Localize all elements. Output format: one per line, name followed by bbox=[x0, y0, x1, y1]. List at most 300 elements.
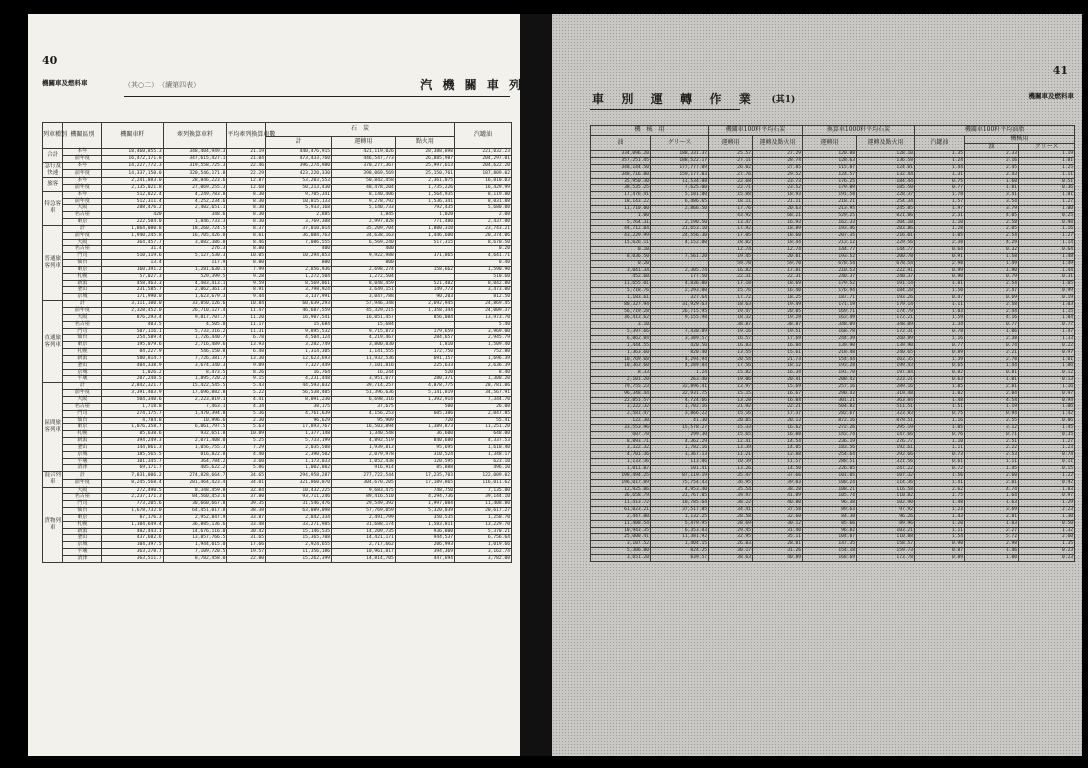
cell-per1000-running: 218.48 bbox=[803, 349, 857, 356]
cell-grease: 2,190.50 bbox=[651, 219, 709, 226]
left-table-body bbox=[43, 149, 512, 563]
cell-per1000-firing: 222.91 bbox=[857, 267, 915, 274]
cell-per100-running: 59.70 bbox=[709, 260, 753, 267]
cell-per100-running: 28.58 bbox=[709, 513, 753, 520]
cell-coal-total: 396,274,980 bbox=[266, 162, 332, 170]
cell-oil: 8.33 bbox=[591, 370, 651, 377]
cell-oil: 348,144.50 bbox=[591, 164, 651, 171]
cell-per100-running: 15.33 bbox=[709, 424, 753, 431]
cell-grease: 41.30 bbox=[651, 418, 709, 425]
table-row bbox=[591, 205, 1075, 212]
cell-coal-total: 15,262,399 bbox=[266, 555, 332, 562]
cell-oil: 3,162.74 bbox=[455, 549, 512, 556]
cell-oil: 6,756.64 bbox=[455, 535, 512, 542]
table-row bbox=[591, 247, 1075, 254]
cell-coal-firing: 1,810 bbox=[395, 342, 454, 349]
table-row bbox=[591, 335, 1075, 342]
table-row bbox=[591, 472, 1075, 479]
cell-avg: 9.28 bbox=[227, 273, 266, 280]
cell-per1000-firing: 96.26 bbox=[857, 513, 915, 520]
cell-per1000-running: 144.77 bbox=[803, 247, 857, 254]
cell-per1000-running: 191.58 bbox=[803, 192, 857, 199]
cell-per1000-running: 678.54 bbox=[803, 260, 857, 267]
cell-per1000-firing: 174.79 bbox=[857, 308, 915, 315]
cell-avg-oil: 1.81 bbox=[965, 185, 1019, 192]
cell-coal-firing: 179,659 bbox=[395, 328, 454, 335]
cell-avg-boiler-oil: 1.43 bbox=[915, 513, 965, 520]
cell-per100-running: 17.18 bbox=[709, 281, 753, 288]
cell-avg-grease: 0.22 bbox=[1019, 342, 1075, 349]
table-row bbox=[591, 294, 1075, 301]
cell-grease: 1.24 bbox=[651, 370, 709, 377]
cell-avg-boiler-oil: 1.78 bbox=[915, 192, 965, 199]
cell-oil: 4,641.71 bbox=[455, 253, 512, 260]
cell-per100-running: 27.76 bbox=[709, 171, 753, 178]
cell-coal-firing: 26,885,987 bbox=[395, 155, 454, 162]
cell-per100-running: 43.92 bbox=[709, 212, 753, 219]
row-label: 平壤 bbox=[63, 458, 102, 465]
cell-per1000-running: 254.64 bbox=[803, 452, 857, 459]
cell-grease: 7,561.20 bbox=[651, 253, 709, 260]
row-label: 京城 bbox=[63, 542, 102, 549]
cell-km: 437,682.6 bbox=[102, 535, 163, 542]
cell-per100-running: 21.92 bbox=[709, 404, 753, 411]
cell-per1000-running: 105.74 bbox=[803, 493, 857, 500]
header-average: 平均牽列換算車數 bbox=[227, 123, 266, 149]
table-row bbox=[591, 370, 1075, 377]
cell-train-km: 529,399.5 bbox=[163, 273, 227, 280]
cell-per100-running: 16.82 bbox=[709, 267, 753, 274]
cell-oil: 2,447.00 bbox=[591, 513, 651, 520]
table-row bbox=[43, 417, 512, 424]
cell-coal-running: 304,670,205 bbox=[332, 479, 396, 487]
header-per100-running: 運轉用 bbox=[709, 136, 753, 151]
header-oil: 油 bbox=[591, 136, 651, 151]
cell-avg-boiler-oil: 2.98 bbox=[915, 260, 965, 267]
cell-per1000-running: 288.51 bbox=[803, 459, 857, 466]
cell-coal-firing: 521,402 bbox=[395, 280, 454, 287]
cell-oil: 44,712.04 bbox=[591, 226, 651, 233]
cell-per100-firing: 22.31 bbox=[753, 274, 803, 281]
cell-per1000-running: 85.66 bbox=[803, 520, 857, 527]
table-row bbox=[43, 266, 512, 273]
cell-per1000-running: 193.46 bbox=[803, 226, 857, 233]
cell-per1000-running: 139.90 bbox=[803, 342, 857, 349]
cell-grease: 7,625.00 bbox=[651, 185, 709, 192]
section-name: 直通旅客列車 bbox=[43, 301, 63, 383]
cell-per100-firing: 16.34 bbox=[753, 370, 803, 377]
locomotive-train-table bbox=[42, 122, 512, 563]
cell-grease: 1,367.13 bbox=[651, 452, 709, 459]
cell-coal-firing: 85,888 bbox=[395, 465, 454, 472]
table-row bbox=[43, 170, 512, 178]
cell-avg-oil: 2.53 bbox=[965, 452, 1019, 459]
cell-oil: 510.60 bbox=[455, 273, 512, 280]
row-label: 仙台 bbox=[63, 417, 102, 424]
cell-train-km: 10,996.6 bbox=[163, 417, 227, 424]
cell-per100-running: 17.92 bbox=[709, 226, 753, 233]
cell-coal-firing: 90,203 bbox=[395, 294, 454, 301]
table-row bbox=[591, 274, 1075, 281]
cell-grease: 1,782.16 bbox=[651, 404, 709, 411]
cell-per1000-firing: 191.14 bbox=[857, 281, 915, 288]
cell-avg-grease: 1.29 bbox=[1019, 500, 1075, 507]
cell-coal-total: 2,885 bbox=[266, 212, 332, 219]
cell-coal-firing: 225,633 bbox=[395, 362, 454, 369]
cell-per100-running: 35.54 bbox=[709, 486, 753, 493]
cell-oil: 16,429.99 bbox=[455, 184, 512, 191]
cell-coal-total: 15,146,535 bbox=[266, 528, 332, 535]
cell-per1000-running: 240.37 bbox=[803, 274, 857, 281]
cell-avg-grease: 0.31 bbox=[1019, 274, 1075, 281]
cell-avg-oil: 5.72 bbox=[965, 534, 1019, 541]
cell-coal-firing: 1,020 bbox=[395, 212, 454, 219]
table-row bbox=[591, 363, 1075, 370]
cell-oil: 3,107.52 bbox=[591, 541, 651, 548]
cell-oil: 3,322.32 bbox=[591, 445, 651, 452]
row-label: 前年度 bbox=[63, 170, 102, 178]
cell-coal-running: 800 bbox=[332, 260, 396, 267]
cell-train-km: 6,061,797.5 bbox=[163, 424, 227, 431]
cell-per1000-running: 187.71 bbox=[803, 294, 857, 301]
header-locomotive-km: 機關車粁 bbox=[102, 123, 163, 149]
cell-train-km: 1,944,015.0 bbox=[163, 542, 227, 549]
cell-avg-oil: 0.32 bbox=[965, 247, 1019, 254]
cell-km: 31.4 bbox=[102, 246, 163, 253]
cell-per100-running: 15.65 bbox=[709, 431, 753, 438]
cell-coal-running: 6,698,316 bbox=[332, 396, 396, 403]
cell-oil: 122,009.02 bbox=[455, 472, 512, 480]
cell-coal-firing: 280,371 bbox=[395, 376, 454, 383]
cell-coal-firing: 517,315 bbox=[395, 239, 454, 246]
table-row bbox=[43, 253, 512, 260]
cell-avg-boiler-oil: 1.51 bbox=[915, 404, 965, 411]
cell-avg: 33.48 bbox=[227, 521, 266, 528]
cell-per100-running: 22.71 bbox=[709, 185, 753, 192]
table-row bbox=[43, 294, 512, 301]
cell-avg-boiler-oil: 0.72 bbox=[915, 466, 965, 473]
cell-per100-firing: 41.89 bbox=[753, 493, 803, 500]
table-row bbox=[43, 191, 512, 198]
cell-avg-oil: 0.81 bbox=[965, 370, 1019, 377]
cell-coal-running: 37,675 bbox=[332, 403, 396, 410]
table-row bbox=[43, 260, 512, 267]
cell-avg-boiler-oil: 0.61 bbox=[915, 459, 965, 466]
row-label: 京城 bbox=[63, 451, 102, 458]
cell-avg: 6.78 bbox=[227, 335, 266, 342]
cell-coal-total: 321,860,070 bbox=[266, 479, 332, 487]
table-row bbox=[43, 149, 512, 156]
cell-km: 14,337,150.0 bbox=[102, 170, 163, 178]
cell-avg: 6.48 bbox=[227, 349, 266, 356]
table-row bbox=[43, 494, 512, 501]
cell-oil: 4,337.53 bbox=[455, 438, 512, 445]
cell-train-km: 30,660,667.8 bbox=[163, 501, 227, 508]
cell-coal-firing: 371,865 bbox=[395, 253, 454, 260]
cell-oil: 357,251.45 bbox=[591, 158, 651, 165]
cell-grease: 824.25 bbox=[651, 548, 709, 555]
section-name: 急行及快速 bbox=[44, 162, 61, 176]
cell-per100-running: 17.76 bbox=[709, 205, 753, 212]
table-row bbox=[43, 342, 512, 349]
cell-per1000-firing: 172.31 bbox=[857, 329, 915, 336]
table-row bbox=[43, 438, 512, 445]
section-name: 混合列車 bbox=[44, 472, 61, 486]
cell-per100-firing: 19.51 bbox=[753, 329, 803, 336]
table-row bbox=[43, 198, 512, 205]
cell-avg: 12.87 bbox=[227, 177, 266, 184]
cell-per100-firing: 23.73 bbox=[753, 178, 803, 185]
cell-coal-total: 294,958,287 bbox=[266, 472, 332, 480]
cell-oil: 5,680.00 bbox=[455, 205, 512, 212]
table-row bbox=[43, 212, 512, 219]
cell-avg-boiler-oil: 0.73 bbox=[915, 452, 965, 459]
cell-per100-running: 12.74 bbox=[709, 247, 753, 254]
cell-avg: 5.86 bbox=[227, 465, 266, 472]
table-row bbox=[591, 233, 1075, 240]
row-label: 釜山 bbox=[63, 287, 102, 294]
cell-per1000-firing: 136.58 bbox=[857, 158, 915, 165]
cell-grease: 113.06 bbox=[651, 459, 709, 466]
table-row bbox=[591, 493, 1075, 500]
cell-avg-boiler-oil: 1.24 bbox=[915, 158, 965, 165]
header-per100-group: 機關車100粁平均石炭 bbox=[709, 126, 803, 136]
cell-per1000-running: 348.09 bbox=[803, 322, 857, 329]
cell-avg: 21.04 bbox=[227, 155, 266, 162]
cell-per1000-running: 244.39 bbox=[803, 335, 857, 342]
cell-grease bbox=[651, 260, 709, 267]
cell-per1000-running: 504.82 bbox=[803, 404, 857, 411]
cell-avg-oil: 0.94 bbox=[965, 411, 1019, 418]
table-row bbox=[591, 151, 1075, 158]
cell-avg-grease: 1.01 bbox=[1019, 192, 1075, 199]
cell-per100-firing: 16.40 bbox=[753, 288, 803, 295]
cell-avg-oil: 4.16 bbox=[965, 315, 1019, 322]
cell-coal-running: 89,416,510 bbox=[332, 494, 396, 501]
table-row bbox=[43, 205, 512, 212]
cell-coal-total: 96,629 bbox=[266, 417, 332, 424]
cell-avg-boiler-oil: 0.76 bbox=[915, 431, 965, 438]
cell-grease: 4,724.66 bbox=[651, 397, 709, 404]
cell-train-km: 319,558,725.3 bbox=[163, 162, 227, 170]
cell-grease: 31,929.63 bbox=[651, 301, 709, 308]
cell-per100-running: 19.06 bbox=[709, 377, 753, 384]
cell-train-km: 5,733,316.2 bbox=[163, 328, 227, 335]
cell-per1000-running: 218.21 bbox=[803, 199, 857, 206]
running-head: 機關車及燃料車 bbox=[1028, 92, 1074, 100]
cell-avg-boiler-oil: 1.11 bbox=[915, 301, 965, 308]
header-per1000-running: 運轉用 bbox=[803, 136, 857, 151]
cell-coal-running: 8,140,406 bbox=[332, 191, 396, 198]
page-subtitle: （其○二） （續第四表） bbox=[124, 80, 201, 89]
cell-oil: 11,408.80 bbox=[455, 501, 512, 508]
row-label: 札幌 bbox=[63, 349, 102, 356]
cell-per100-running: 36.95 bbox=[709, 479, 753, 486]
cell-oil: 5,764.31 bbox=[591, 219, 651, 226]
cell-coal-firing: 5,141,819 bbox=[395, 390, 454, 397]
table-row bbox=[43, 535, 512, 542]
table-row bbox=[43, 177, 512, 184]
cell-oil: 2,047.85 bbox=[455, 410, 512, 417]
cell-km: 207,248.5 bbox=[102, 376, 163, 383]
cell-per1000-firing: 254.34 bbox=[857, 199, 915, 206]
cell-km: 272,490.5 bbox=[102, 487, 163, 494]
cell-oil: 43,229.99 bbox=[591, 233, 651, 240]
cell-per1000-firing: 103.21 bbox=[857, 527, 915, 534]
cell-per1000-running: 226.05 bbox=[803, 466, 857, 473]
table-row bbox=[591, 158, 1075, 165]
cell-avg-oil: 3.54 bbox=[965, 199, 1019, 206]
cell-avg: 33.87 bbox=[227, 514, 266, 521]
table-row bbox=[43, 424, 512, 431]
cell-avg-grease: 0.92 bbox=[1019, 479, 1075, 486]
cell-oil: 34,567.91 bbox=[455, 390, 512, 397]
cell-coal-running: 16,051,457 bbox=[332, 314, 396, 321]
cell-km: 2,328,452.0 bbox=[102, 308, 163, 315]
cell-avg-grease: 1.04 bbox=[1019, 315, 1075, 322]
table-row bbox=[591, 260, 1075, 267]
cell-avg-boiler-oil: 1.05 bbox=[915, 424, 965, 431]
cell-coal-firing: 771,480 bbox=[395, 219, 454, 226]
cell-avg-oil: 1.45 bbox=[965, 466, 1019, 473]
cell-avg-oil: 2.84 bbox=[965, 390, 1019, 397]
cell-coal-running: 3,951,077 bbox=[332, 376, 396, 383]
cell-coal-total: 3,769,308 bbox=[266, 219, 332, 226]
cell-coal-total: 2,842,334 bbox=[266, 514, 332, 521]
cell-avg: 10.05 bbox=[227, 253, 266, 260]
cell-avg-boiler-oil: 1.16 bbox=[915, 418, 965, 425]
cell-per1000-firing: 163.35 bbox=[857, 356, 915, 363]
cell-avg-oil: 1.90 bbox=[965, 267, 1019, 274]
table-row bbox=[43, 287, 512, 294]
row-label: 本年 bbox=[63, 177, 102, 184]
table-row bbox=[43, 542, 512, 549]
table-row bbox=[591, 507, 1075, 514]
cell-oil: 196,017.09 bbox=[591, 479, 651, 486]
row-label: 平壤 bbox=[63, 376, 102, 383]
cell-avg-boiler-oil: 1.59 bbox=[915, 315, 965, 322]
cell-train-km: 364,784.2 bbox=[163, 458, 227, 465]
cell-grease: 177,777.09 bbox=[651, 164, 709, 171]
cell-km: 1,076,358.7 bbox=[102, 424, 163, 431]
cell-per100-firing: 27.85 bbox=[753, 164, 803, 171]
header-coal-running: 運轉用 bbox=[332, 137, 396, 149]
cell-coal-total: 423,220,330 bbox=[266, 170, 332, 178]
cell-avg: 9.44 bbox=[227, 294, 266, 301]
cell-avg-grease: 0.99 bbox=[1019, 288, 1075, 295]
cell-per100-firing: 35.11 bbox=[753, 534, 803, 541]
table-row bbox=[591, 466, 1075, 473]
cell-per1000-running: 193.28 bbox=[803, 363, 857, 370]
cell-coal-total: 63,089,098 bbox=[266, 508, 332, 515]
cell-per100-running: 13.26 bbox=[709, 466, 753, 473]
row-label: 札幌 bbox=[63, 521, 102, 528]
cell-avg-boiler-oil: 1.34 bbox=[915, 322, 965, 329]
cell-avg-boiler-oil: 0.75 bbox=[915, 178, 965, 185]
cell-oil: 1,444.55 bbox=[591, 342, 651, 349]
cell-per1000-firing: 321.56 bbox=[857, 459, 915, 466]
cell-per100-firing: 11.57 bbox=[753, 459, 803, 466]
cell-grease: 11,534.88 bbox=[651, 178, 709, 185]
cell-per1000-firing: 116.58 bbox=[857, 486, 915, 493]
cell-avg-oil: 1.46 bbox=[965, 548, 1019, 555]
cell-grease: 327.64 bbox=[651, 294, 709, 301]
cell-per1000-firing: 821.86 bbox=[857, 212, 915, 219]
cell-coal-running: 421,119,026 bbox=[332, 149, 396, 156]
cell-grease: 11,381.92 bbox=[651, 534, 709, 541]
cell-avg-grease: 0.12 bbox=[1019, 370, 1075, 377]
cell-coal-firing: 1,389,873 bbox=[395, 424, 454, 431]
header-boiler-oil: 汽罐油 bbox=[455, 123, 512, 149]
header-machine-oil-group: 機 械 用 bbox=[591, 126, 709, 136]
row-label: 前年度 bbox=[63, 479, 102, 487]
cell-avg-grease: 1.16 bbox=[1019, 226, 1075, 233]
cell-coal-running: 57,769,059 bbox=[332, 508, 396, 515]
cell-coal-total: 3,282,749 bbox=[266, 342, 332, 349]
cell-per100-running: 17.56 bbox=[709, 363, 753, 370]
cell-coal-running: 6,569,240 bbox=[332, 239, 396, 246]
table-row bbox=[591, 513, 1075, 520]
section-name: 區間旅客列車 bbox=[43, 383, 63, 472]
table-row bbox=[43, 376, 512, 383]
table-row bbox=[43, 314, 512, 321]
cell-avg-oil: 2.45 bbox=[965, 164, 1019, 171]
table-row bbox=[43, 451, 512, 458]
cell-avg-grease: 1.33 bbox=[1019, 335, 1075, 342]
cell-avg-oil: 1.01 bbox=[965, 377, 1019, 384]
cell-train-km: 18,260,724.5 bbox=[163, 225, 227, 232]
cell-grease: 26,715.95 bbox=[651, 308, 709, 315]
table-row bbox=[591, 253, 1075, 260]
cell-grease: 1,782.16 bbox=[651, 445, 709, 452]
cell-per100-running: 12.41 bbox=[709, 438, 753, 445]
page-title-text: 汽 機 關 車 列 bbox=[420, 78, 524, 92]
cell-coal-running: 2,698,274 bbox=[332, 266, 396, 273]
cell-per100-firing: 31.40 bbox=[753, 527, 803, 534]
cell-avg: 22.46 bbox=[227, 162, 266, 170]
cell-train-km: 2,952,847.9 bbox=[163, 514, 227, 521]
cell-avg-oil: 1.06 bbox=[965, 329, 1019, 336]
cell-coal-running: 1,845 bbox=[332, 212, 396, 219]
row-label: 札幌 bbox=[63, 431, 102, 438]
cell-avg-grease: 1.11 bbox=[1019, 171, 1075, 178]
cell-coal-running: 3,649,151 bbox=[332, 287, 396, 294]
cell-oil: 221,032.23 bbox=[455, 149, 512, 156]
cell-avg: 8.61 bbox=[227, 232, 266, 239]
cell-train-km: 8,782,458.0 bbox=[163, 555, 227, 562]
cell-avg-grease: 1.47 bbox=[1019, 329, 1075, 336]
cell-coal-total: 12,623,693 bbox=[266, 355, 332, 362]
cell-km: 510,119.6 bbox=[102, 253, 163, 260]
cell-per1000-firing: 363.84 bbox=[857, 397, 915, 404]
cell-grease: 4,836.00 bbox=[651, 281, 709, 288]
page-number: 41 bbox=[1052, 64, 1068, 77]
cell-train-km: 8,348,459.8 bbox=[163, 487, 227, 494]
cell-avg: 8.80 bbox=[227, 260, 266, 267]
cell-coal-total: 9,895,532 bbox=[266, 328, 332, 335]
cell-km: 254,589.4 bbox=[102, 335, 163, 342]
cell-per100-firing: 14.54 bbox=[753, 438, 803, 445]
cell-avg-oil: 1.00 bbox=[965, 554, 1019, 561]
cell-avg-grease: 1.42 bbox=[1019, 411, 1075, 418]
cell-coal-firing: 95,695 bbox=[395, 444, 454, 451]
section-name: 普通旅客列車 bbox=[43, 225, 63, 300]
cell-coal-total: 93,711,246 bbox=[266, 494, 332, 501]
cell-grease: 6,486.65 bbox=[651, 199, 709, 206]
cell-per1000-firing: 678.54 bbox=[857, 260, 915, 267]
cell-oil: 752.80 bbox=[455, 349, 512, 356]
cell-per100-running: 13.97 bbox=[709, 383, 753, 390]
